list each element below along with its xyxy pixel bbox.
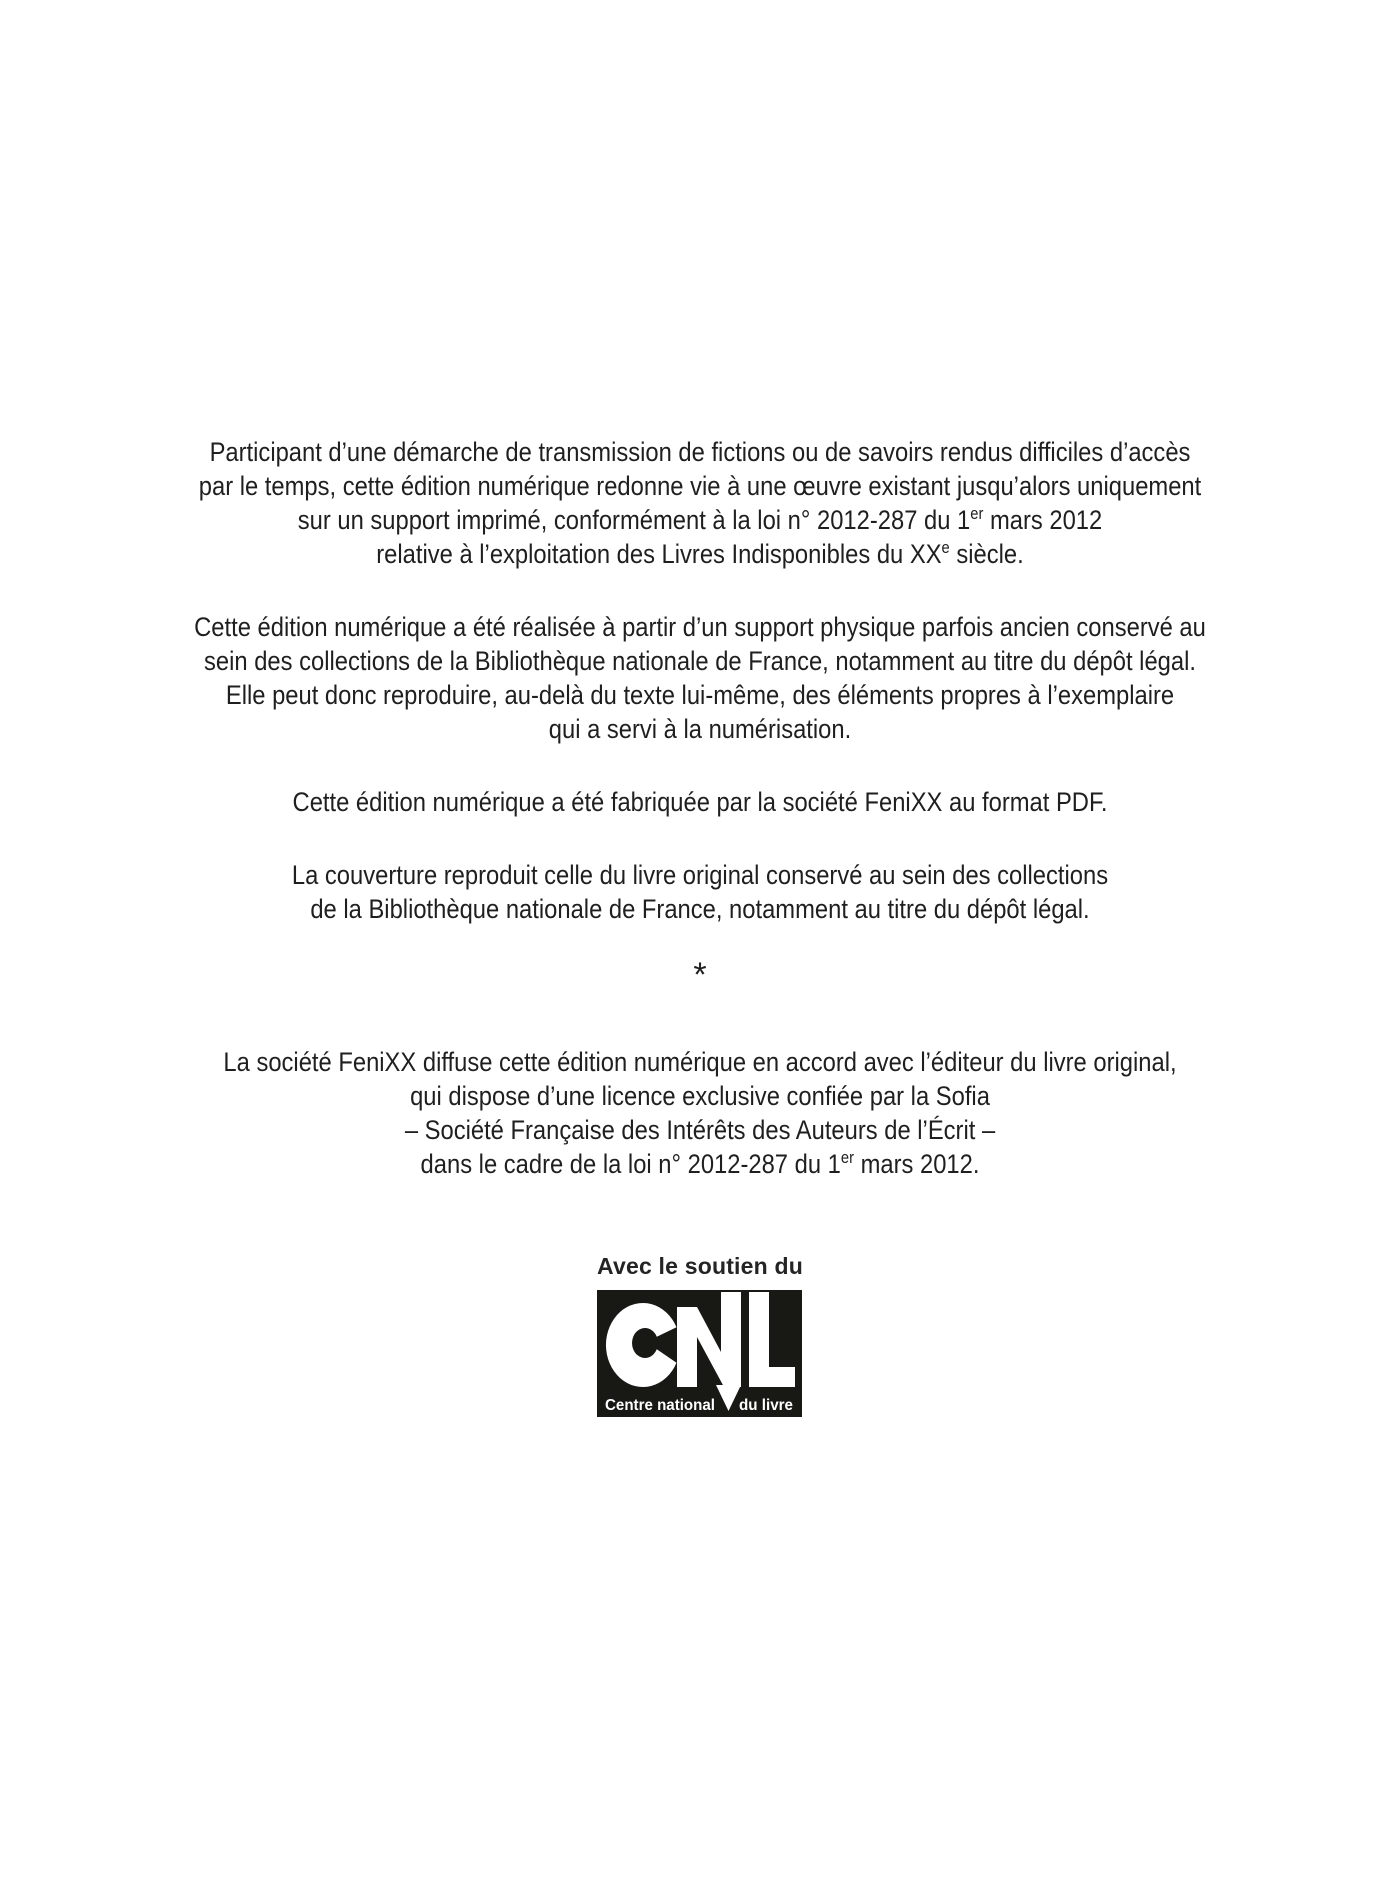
paragraph-line: dans le cadre de la loi n° 2012-287 du 1er mars 2012. bbox=[420, 1148, 980, 1179]
paragraph-line: qui dispose d’une licence exclusive confiée par la Sofia bbox=[410, 1081, 990, 1111]
superscript: er bbox=[840, 1148, 854, 1167]
paragraph-line: Elle peut donc reproduire, au-delà du texte lui-même, des éléments propres à l’exemplaire bbox=[225, 680, 1175, 710]
cnl-support-caption: Avec le soutien du bbox=[597, 1253, 803, 1279]
paragraph-line: Cette édition numérique a été fabriquée par la société FeniXX au format PDF. bbox=[292, 787, 1108, 817]
paragraph-line: qui a servi à la numérisation. bbox=[548, 714, 852, 744]
cnl-logo-subtext-right: du livre bbox=[739, 1397, 794, 1414]
paragraph-line: par le temps, cette édition numérique redonne vie à une œuvre existant jusqu’alors uniquement bbox=[198, 471, 1202, 501]
superscript: e bbox=[941, 538, 950, 557]
paragraph-line: Cette édition numérique a été réalisée à partir d’un support physique parfois ancien conservé au bbox=[194, 612, 1206, 642]
paragraph-line: de la Bibliothèque nationale de France, notamment au titre du dépôt légal. bbox=[310, 894, 1090, 924]
paragraph-line: sur un support imprimé, conformément à la loi n° 2012-287 du 1er mars 2012 bbox=[297, 504, 1103, 535]
colophon-paragraph-5 bbox=[84, 1045, 1316, 1181]
superscript: er bbox=[970, 504, 984, 523]
asterisk-separator: * bbox=[693, 956, 707, 994]
colophon-paragraph-1 bbox=[84, 435, 1316, 571]
paragraph-line: relative à l’exploitation des Livres Indisponibles du XXe siècle. bbox=[376, 538, 1024, 569]
paragraph-line: La société FeniXX diffuse cette édition numérique en accord avec l’éditeur du livre original, bbox=[223, 1047, 1177, 1077]
cnl-logo-subtext-left: Centre national bbox=[605, 1397, 715, 1414]
cnl-logo bbox=[597, 1290, 802, 1417]
paragraph-line: – Société Française des Intérêts des Auteurs de l’Écrit – bbox=[404, 1115, 996, 1145]
paragraph-line: La couverture reproduit celle du livre original conservé au sein des collections bbox=[291, 860, 1109, 890]
colophon-paragraph-3 bbox=[84, 785, 1316, 819]
colophon-paragraph-2 bbox=[84, 610, 1316, 746]
paragraph-line: Participant d’une démarche de transmission de fictions ou de savoirs rendus difficiles d’accès bbox=[209, 437, 1191, 467]
colophon-paragraph-4 bbox=[84, 858, 1316, 926]
paragraph-line: sein des collections de la Bibliothèque nationale de France, notamment au titre du dépôt légal. bbox=[204, 646, 1196, 676]
